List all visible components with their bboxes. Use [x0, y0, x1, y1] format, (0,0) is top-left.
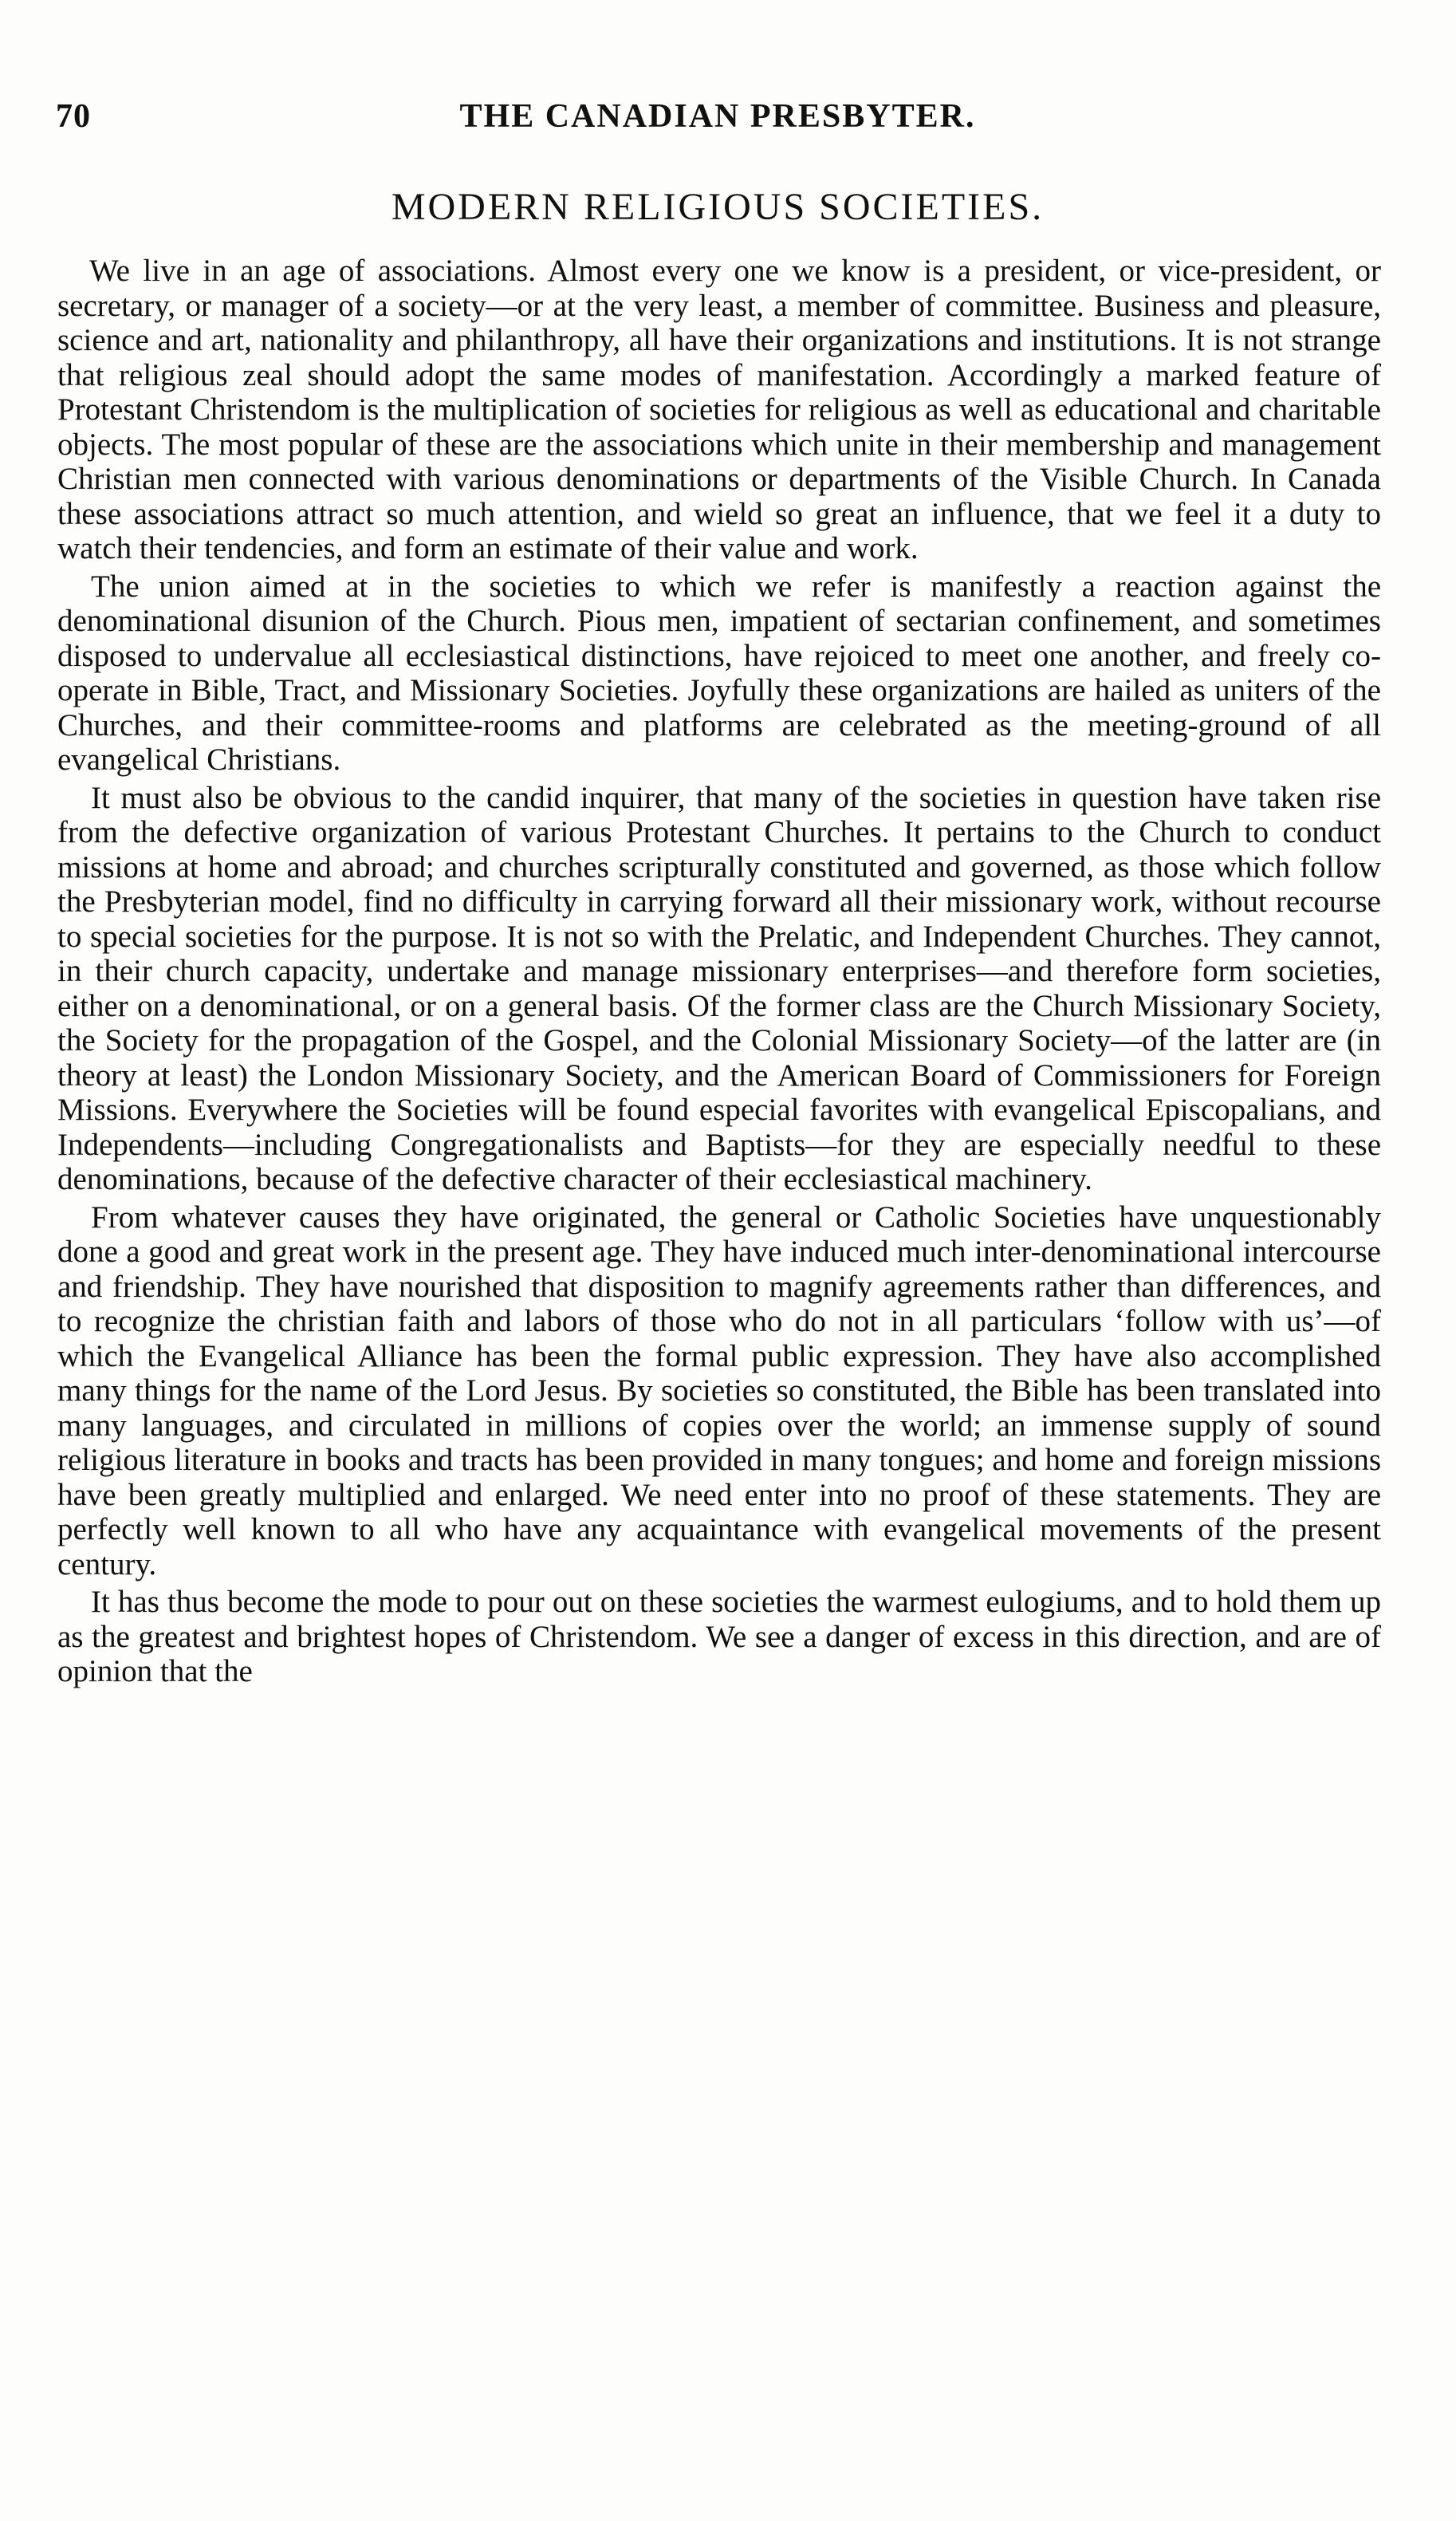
page-number: 70 [56, 98, 91, 135]
journal-title: THE CANADIAN PRESBYTER. [459, 98, 976, 135]
article-title: MODERN RELIGIOUS SOCIETIES. [391, 186, 1045, 228]
article-body [57, 254, 1381, 1692]
paragraph-5: It has thus become the mode to pour out on these societies the warmest eulogiums, and to hold them up as the greatest and brightest hopes of Christendom. We see a danger of excess in this direction, and are of opinion that the [57, 1585, 1381, 1688]
paragraph-4: From whatever causes they have originated, the general or Catholic Societies have unquestionably done a good and great work in the present age. They have induced much inter-denominational intercourse and friendship. They have nourished that disposition to magnify agreements rather than differences, and to recognize the christian faith and labors of those who do not in all particulars ‘follow with us’—of which the Evangelical Alliance has been the formal public expression. They have also accomplished many things for the name of the Lord Jesus. By societies so constituted, the Bible has been translated into many languages, and circulated in millions of copies over the world; an immense supply of sound religious literature in books and tracts has been provided in many tongues; and home and foreign missions have been greatly multiplied and enlarged. We need enter into no proof of these statements. They are perfectly well known to all who have any acquaintance with evangelical movements of the present century. [57, 1199, 1381, 1582]
paragraph-1: We live in an age of associations. Almost every one we know is a president, or vice-president, or secretary, or manager of a society—or at the very least, a member of committee. Business and pleasure, science and art, nationality and philanthropy, all have their organizations and institutions. It is not strange that religious zeal should adopt the same modes of manifestation. Accordingly a marked feature of Protestant Christendom is the multiplication of societies for religious as well as educational and charitable objects. The most popular of these are the associations which unite in their membership and management Christian men connected with various denominations or departments of the Visible Church. In Canada these associations attract so much attention, and wield so great an influence, that we feel it a duty to watch their tendencies, and form an estimate of their value and work. [57, 254, 1381, 565]
paragraph-3: It must also be obvious to the candid inquirer, that many of the societies in question have taken rise from the defective organization of various Protestant Churches. It pertains to the Church to conduct missions at home and abroad; and churches scripturally constituted and governed, as those which follow the Presbyterian model, find no difficulty in carrying forward all their missionary work, without recourse to special societies for the purpose. It is not so with the Prelatic, and Independent Churches. They cannot, in their church capacity, undertake and manage missionary enterprises—and therefore form societies, either on a denominational, or on a general basis. Of the former class are the Church Missionary Society, the Society for the propagation of the Gospel, and the Colonial Missionary Society—of the latter are (in theory at least) the London Missionary Society, and the American Board of Commissioners for Foreign Missions. Everywhere the Societies will be found especial favorites with evangelical Episcopalians, and Independents—including Congregationalists and Baptists—for they are especially needful to these denominations, because of the defective character of their ecclesiastical machinery. [57, 780, 1381, 1196]
paragraph-2: The union aimed at in the societies to which we refer is manifestly a reaction against the denominational disunion of the Church. Pious men, impatient of sectarian confinement, and sometimes disposed to undervalue all ecclesiastical distinctions, have rejoiced to meet one another, and freely co-operate in Bible, Tract, and Missionary Societies. Joyfully these organizations are hailed as uniters of the Churches, and their committee-rooms and platforms are celebrated as the meeting-ground of all evangelical Christians. [57, 569, 1381, 777]
running-head [56, 97, 1379, 145]
